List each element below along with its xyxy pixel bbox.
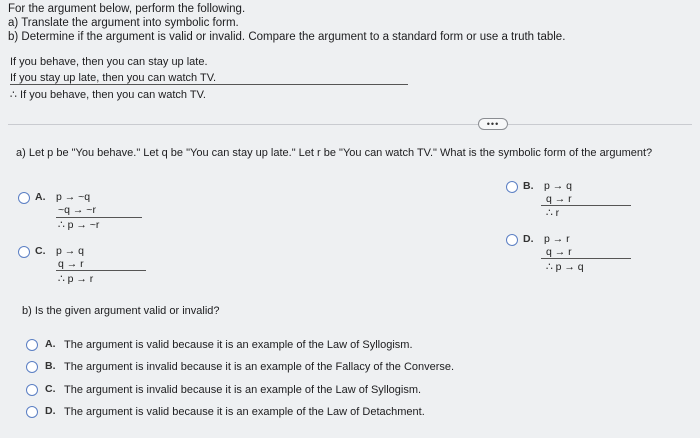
instruction-line-1: For the argument below, perform the following.	[8, 3, 246, 15]
option-letter: B.	[523, 180, 534, 192]
argument-premise-1: If you behave, then you can stay up late.	[10, 56, 208, 68]
option-line-2: ~q → ~r	[58, 204, 96, 216]
radio-button[interactable]	[506, 181, 518, 193]
option-letter: B.	[45, 360, 56, 372]
radio-button[interactable]	[26, 361, 38, 373]
option-line-2: q → r	[58, 258, 84, 270]
option-line-3: ∴ r	[546, 207, 560, 219]
option-line-1: p → ~q	[56, 191, 91, 203]
option-rule	[56, 217, 142, 218]
option-text: The argument is valid because it is an example of the Law of Syllogism.	[64, 339, 413, 351]
option-line-1: p → r	[544, 233, 570, 245]
option-line-3: ∴ p → q	[546, 261, 584, 273]
radio-button[interactable]	[26, 339, 38, 351]
option-line-1: p → q	[56, 245, 85, 257]
option-line-3: ∴ p → ~r	[58, 219, 100, 231]
radio-button[interactable]	[26, 384, 38, 396]
radio-button[interactable]	[18, 192, 30, 204]
option-text: The argument is valid because it is an example of the Law of Detachment.	[64, 406, 425, 418]
option-text: The argument is invalid because it is an example of the Fallacy of the Converse.	[64, 361, 455, 373]
option-rule	[541, 258, 631, 259]
option-rule	[541, 205, 631, 206]
option-letter: A.	[45, 338, 56, 350]
option-letter: C.	[45, 383, 56, 395]
radio-button[interactable]	[18, 246, 30, 258]
option-line-3: ∴ p → r	[58, 273, 94, 285]
section-divider	[8, 124, 692, 125]
option-letter: D.	[45, 405, 56, 417]
option-line-1: p → q	[544, 180, 573, 192]
option-letter: C.	[35, 245, 46, 257]
option-text: The argument is invalid because it is an example of the Law of Syllogism.	[64, 384, 422, 396]
radio-button[interactable]	[506, 234, 518, 246]
option-letter: D.	[523, 233, 534, 245]
radio-button[interactable]	[26, 406, 38, 418]
argument-rule	[10, 84, 408, 85]
more-button[interactable]: •••	[478, 118, 508, 130]
option-letter: A.	[35, 191, 46, 203]
part-a-question: a) Let p be "You behave." Let q be "You can stay up late." Let r be "You can watch TV." What is the symbolic form of the argument?	[16, 147, 653, 159]
instruction-line-3: b) Determine if the argument is valid or invalid. Compare the argument to a standard form or use a truth table.	[8, 31, 566, 43]
argument-conclusion: ∴ If you behave, then you can watch TV.	[10, 89, 206, 101]
option-rule	[56, 270, 146, 271]
option-line-2: q → r	[546, 193, 572, 205]
instruction-line-2: a) Translate the argument into symbolic form.	[8, 17, 239, 29]
option-line-2: q → r	[546, 246, 572, 258]
part-b-question: b) Is the given argument valid or invalid?	[22, 305, 220, 317]
argument-premise-2: If you stay up late, then you can watch TV.	[10, 72, 217, 84]
